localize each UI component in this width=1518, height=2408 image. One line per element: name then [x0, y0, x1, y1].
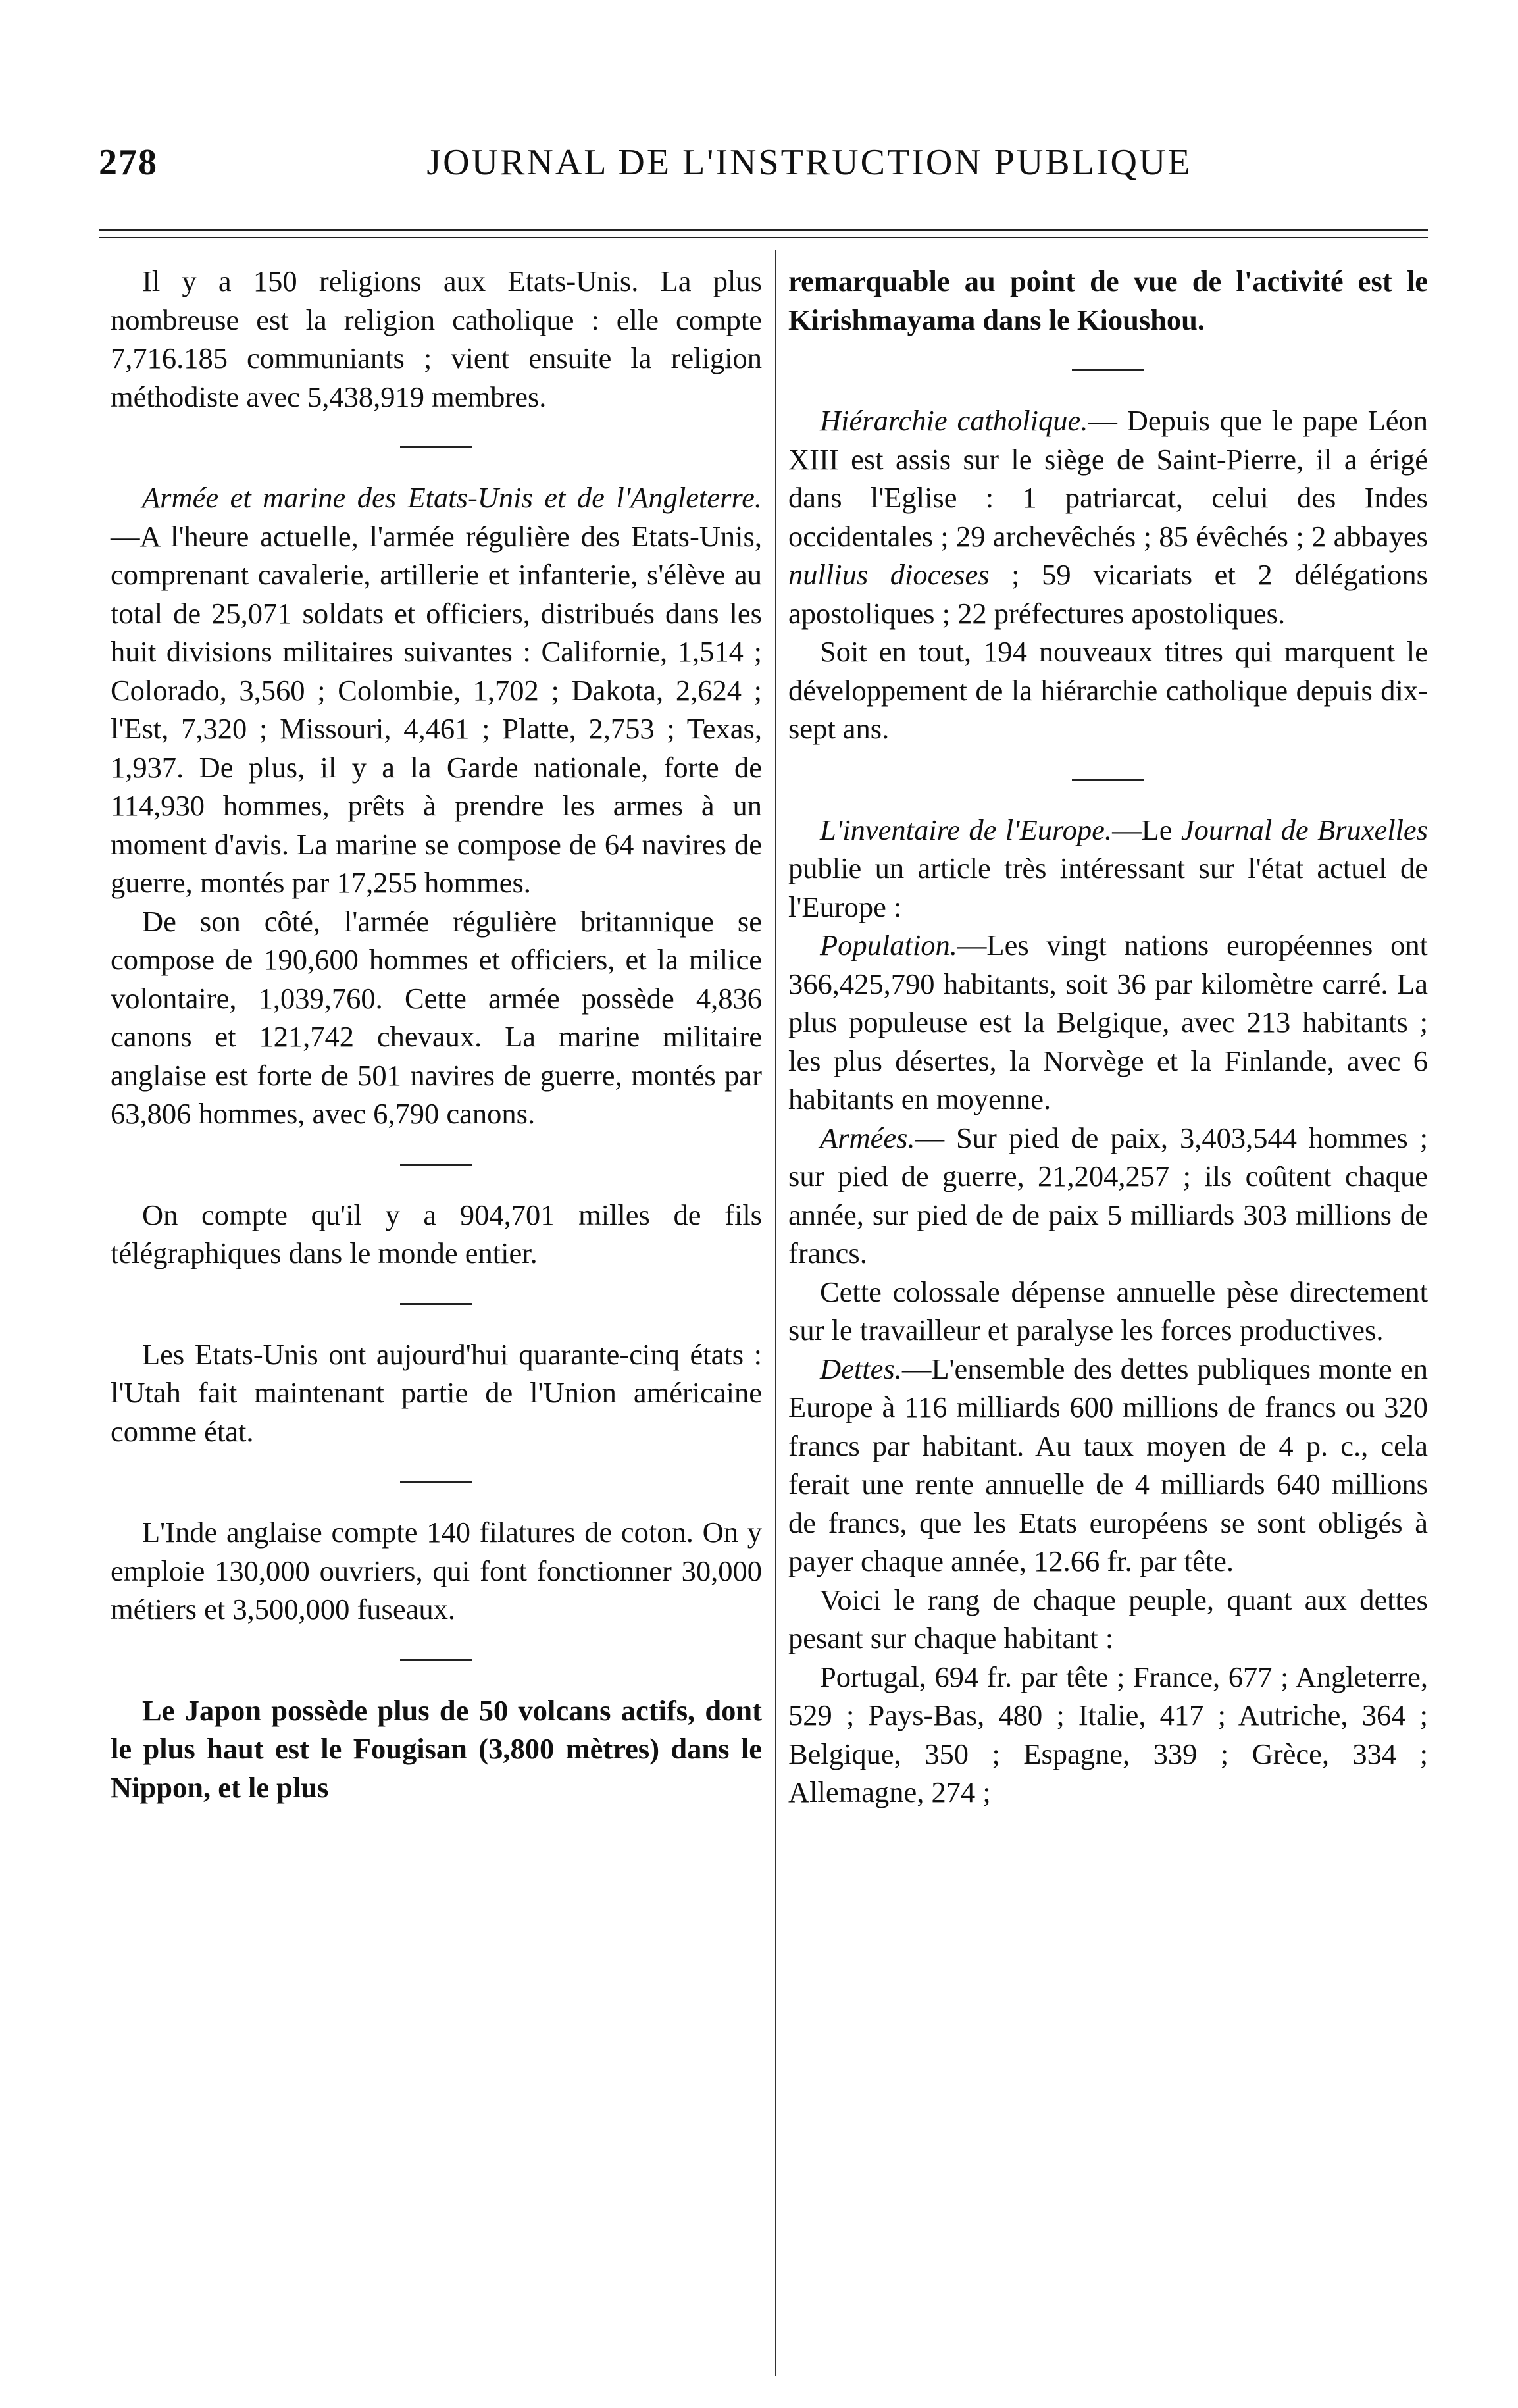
section-title: Armée et marine des Etats-Unis et de l'Angleterre.: [142, 481, 762, 514]
header-rule-thin: [99, 237, 1428, 238]
left-column: [111, 262, 762, 1806]
section-title: Dettes.: [820, 1352, 902, 1385]
paragraph-body: —L'ensemble des dettes publiques monte en Europe à 116 milliards 600 millions de francs ou 320 francs par habitant. Au taux moyen de 4 p. c., cela ferait une rente annuelle de 4 milliards 640 millions de francs, que les Etats européens se sont obligés à payer chaque année, 12.66 fr. par tête.: [788, 1352, 1428, 1577]
paragraph-japon: Le Japon possède plus de 50 volcans actifs, dont le plus haut est le Fougisan (3,800 mètres) dans le Nippon, et le plus: [111, 1693, 762, 1804]
paragraph-religions: Il y a 150 religions aux Etats-Unis. La plus nombreuse est la religion catholique : elle compte 7,716.185 communiants ; vient ensuite la religion méthodiste avec 5,438,919 membres.: [111, 265, 762, 413]
journal-name: Journal de Bruxelles: [1180, 813, 1429, 846]
paragraph-armee-marine: [111, 478, 762, 902]
paragraph-rang: Voici le rang de chaque peuple, quant aux dettes pesant sur chaque habitant :: [788, 1583, 1428, 1654]
dash: —Le: [1112, 813, 1181, 846]
paragraph-body-rest: ; 59 vicariats et 2 délégations apostoliques ; 22 préfectures apostoliques.: [788, 558, 1428, 630]
section-separator: [400, 1164, 472, 1166]
paragraph-depense: Cette colossale dépense annuelle pèse directement sur le travailleur et paralyse les forces productives.: [788, 1275, 1428, 1346]
header-rule: [99, 229, 1428, 231]
running-title: JOURNAL DE L'INSTRUCTION PUBLIQUE: [426, 142, 1192, 183]
paragraph-population: [788, 926, 1428, 1119]
paragraph-dettes: [788, 1350, 1428, 1581]
paragraph-body: —Les vingt nations européennes ont 366,425,790 habitants, soit 36 par kilomètre carré. La plus populeuse est la Belgique, avec 213 habitants ; les plus désertes, la Norvège et la Finlande, avec 6 habitants en moyenne.: [788, 929, 1428, 1115]
paragraph-body: publie un article très intéressant sur l'état actuel de l'Europe :: [788, 852, 1428, 923]
right-column: [788, 262, 1428, 1812]
paragraph-armee-britannique: De son côté, l'armée régulière britannique se compose de 190,600 hommes et officiers, et la milice volontaire, 1,039,760. Cette armée possède 4,836 canons et 121,742 chevaux. La marine militaire anglaise est forte de 501 navires de guerre, montés par 63,806 hommes, avec 6,790 canons.: [111, 904, 762, 1130]
paragraph-armees: [788, 1119, 1428, 1273]
latin-term: nullius dioceses: [788, 558, 990, 591]
paragraph-body: —A l'heure actuelle, l'armée régulière des Etats-Unis, comprenant cavalerie, artillerie et infanterie, s'élève au total de 25,071 soldats et officiers, distribués dans les huit divisions militaires suivantes : Californie, 1,514 ; Colorado, 3,560 ; Colombie, 1,702 ; Dakota, 2,624 ; l'Est, 7,320 ; Missouri, 4,461 ; Platte, 2,753 ; Texas, 1,937. De plus, il y a la Garde nationale, forte de 114,930 hommes, prêts à prendre les armes à un moment d'avis. La marine se compose de 64 navires de guerre, montés par 17,255 hommes.: [111, 519, 762, 899]
paragraph-liste-dettes: Portugal, 694 fr. par tête ; France, 677 ; Angleterre, 529 ; Pays-Bas, 480 ; Italie, 417 ; Autriche, 364 ; Belgique, 350 ; Espagne, 339 ; Grèce, 334 ; Allemagne, 274 ;: [788, 1660, 1428, 1808]
paragraph-telegraphes: On compte qu'il y a 904,701 milles de fils télégraphiques dans le monde entier.: [111, 1198, 762, 1269]
section-separator: [400, 446, 472, 448]
section-separator: [400, 1481, 472, 1483]
paragraph-hierarchie: [788, 401, 1428, 632]
section-title: Hiérarchie catholique.: [820, 404, 1088, 437]
paragraph-inventaire: [788, 811, 1428, 927]
section-separator: [400, 1659, 472, 1661]
section-separator: [1072, 779, 1144, 781]
paragraph-titres: Soit en tout, 194 nouveaux titres qui marquent le développement de la hiérarchie catholique depuis dix-sept ans.: [788, 635, 1428, 745]
paragraph-body: — Sur pied de paix, 3,403,544 hommes ; sur pied de guerre, 21,204,257 ; ils coûtent chaque année, sur pied de de paix 5 milliards 303 millions de francs.: [788, 1121, 1428, 1269]
section-separator: [1072, 369, 1144, 371]
page-header: [99, 141, 1428, 201]
paragraph-inde: L'Inde anglaise compte 140 filatures de coton. On y emploie 130,000 ouvriers, qui font fonctionner 30,000 métiers et 3,500,000 fuseaux.: [111, 1516, 762, 1626]
paragraph-body: — Depuis que le pape Léon XIII est assis sur le siège de Saint-Pierre, il a érigé dans l'Eglise : 1 patriarcat, celui des Indes occidentales ; 29 archevêchés ; 85 évêchés ; 2 abbayes: [788, 404, 1428, 553]
section-title: L'inventaire de l'Europe.: [820, 813, 1113, 846]
column-divider: [775, 250, 776, 2376]
paragraph-kirishmayama: remarquable au point de vue de l'activité est le Kirishmayama dans le Kioushou.: [788, 265, 1428, 336]
section-title: Population.: [820, 929, 957, 961]
paragraph-etats-unis: Les Etats-Unis ont aujourd'hui quarante-cinq états : l'Utah fait maintenant partie de l'Union américaine comme état.: [111, 1337, 762, 1448]
section-separator: [400, 1303, 472, 1305]
section-title: Armées.: [820, 1121, 915, 1154]
page-number: 278: [99, 142, 158, 183]
